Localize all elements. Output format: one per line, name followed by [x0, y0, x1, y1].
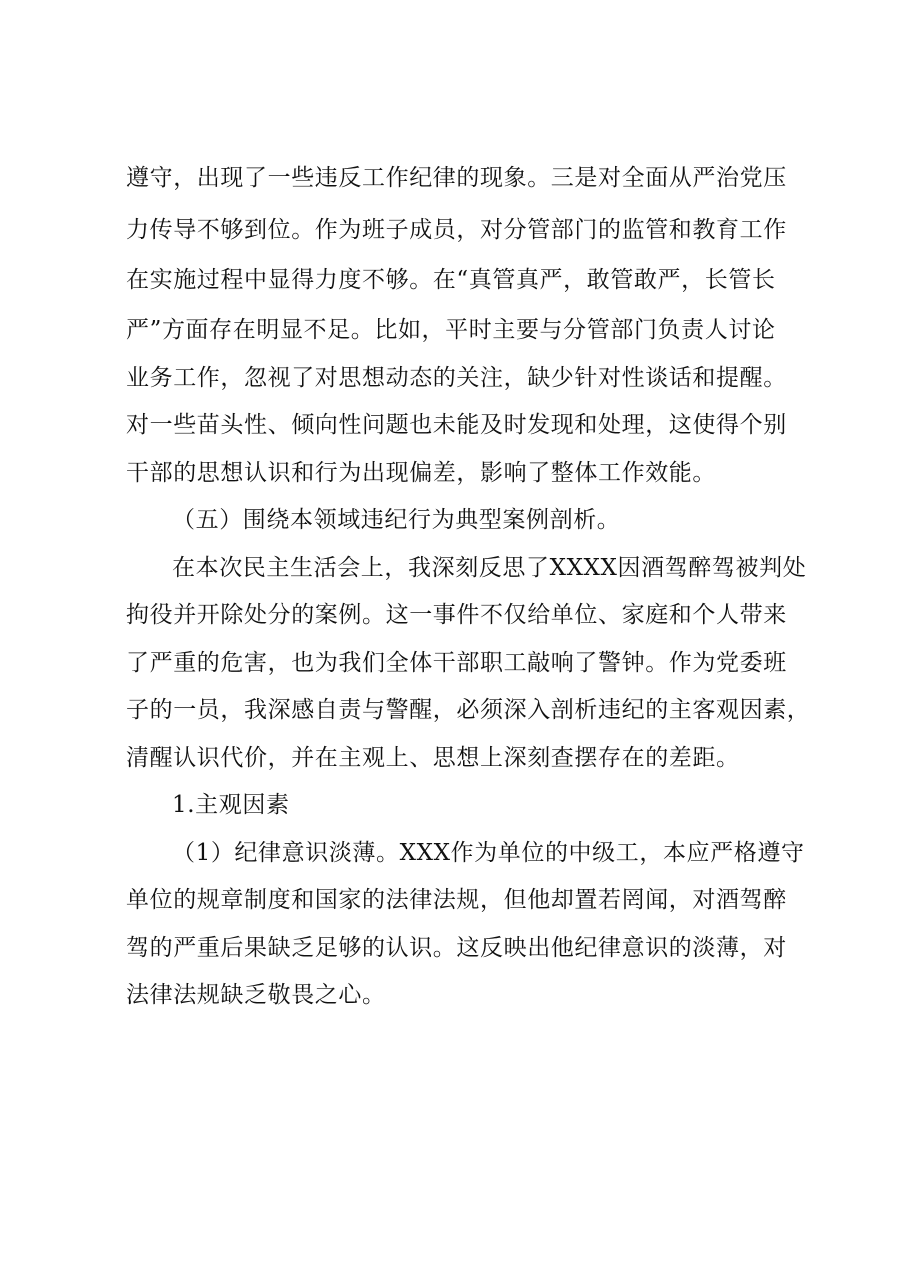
subsection-heading: 1.主观因素	[172, 792, 290, 818]
paragraph-line: 力传导不够到位。作为班子成员，对分管部门的监管和教育工作	[126, 217, 787, 243]
paragraph-line: 驾的严重后果缺乏足够的认识。这反映出他纪律意识的淡薄，对	[126, 935, 787, 961]
paragraph-line: 清醒认识代价，并在主观上、思想上深刻查摆存在的差距。	[126, 745, 740, 771]
paragraph-line: 对一些苗头性、倾向性问题也未能及时发现和处理，这使得个别	[126, 412, 787, 438]
paragraph-line: 子的一员，我深感自责与警醒，必须深入剖析违纪的主客观因素，	[126, 697, 811, 723]
paragraph-line: 在实施过程中显得力度不够。在“真管真严，敢管敢严，长管长	[126, 267, 776, 293]
paragraph-line: 干部的思想认识和行为出现偏差，影响了整体工作效能。	[126, 460, 716, 486]
paragraph-line: 业务工作，忽视了对思想动态的关注，缺少针对性谈话和提醒。	[126, 365, 787, 391]
paragraph-line: 遵守，出现了一些违反工作纪律的现象。三是对全面从严治党压	[126, 165, 787, 191]
paragraph-line: （1）纪律意识淡薄。XXX作为单位的中级工，本应严格遵守	[172, 840, 805, 866]
paragraph-line: 了严重的危害，也为我们全体干部职工敲响了警钟。作为党委班	[126, 650, 787, 676]
paragraph-line: 严”方面存在明显不足。比如，平时主要与分管部门负责人讨论	[126, 317, 776, 343]
paragraph-line: 拘役并开除处分的案例。这一事件不仅给单位、家庭和个人带来	[126, 602, 787, 628]
section-heading: （五）围绕本领域违纪行为典型案例剖析。	[172, 507, 621, 533]
paragraph-line: 在本次民主生活会上，我深刻反思了XXXX因酒驾醉驾被判处	[172, 555, 807, 581]
paragraph-line: 法律法规缺乏敬畏之心。	[126, 982, 386, 1008]
paragraph-line: 单位的规章制度和国家的法律法规，但他却置若罔闻，对酒驾醉	[126, 887, 787, 913]
